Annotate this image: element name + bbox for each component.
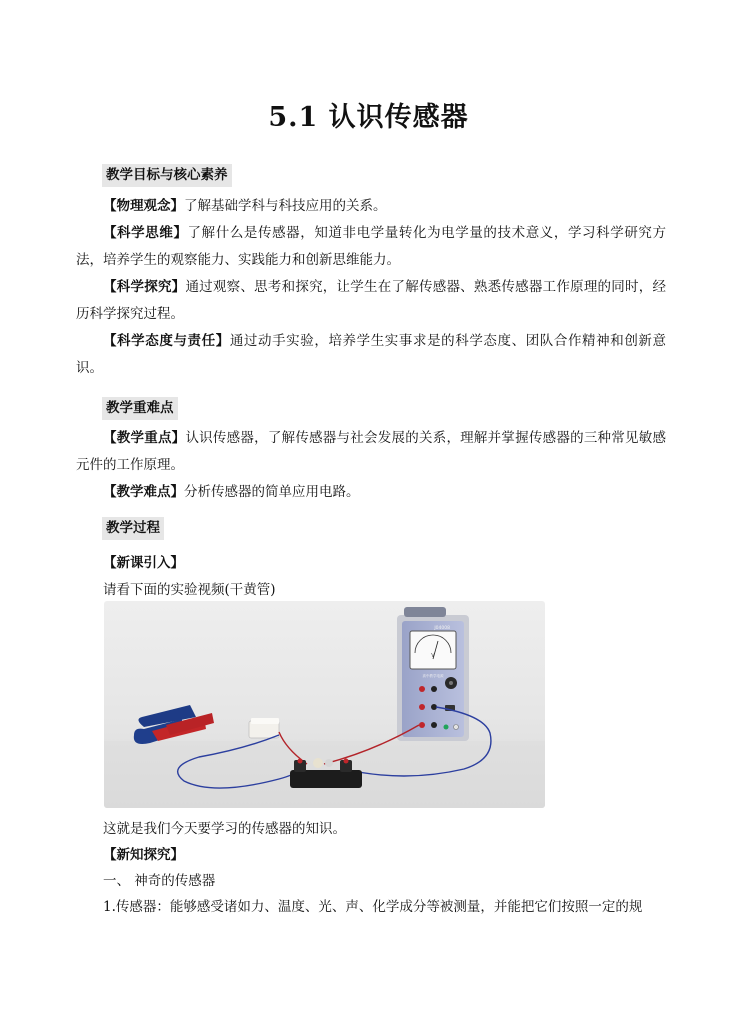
goal-text: 通过观察、思考和探究，让学生在了解传感器、熟悉传感器工作原理的同时，经历科学探究过程。 <box>76 279 667 322</box>
goal-text: 了解什么是传感器，知道非电学量转化为电学量的技术意义，学习科学研究方法，培养学生的观察能力、实践能力和创新思维能力。 <box>76 225 667 268</box>
goal-paragraph <box>76 220 666 274</box>
intro-label: 【新课引入】 <box>103 555 184 571</box>
goal-label: 【科学态度与责任】 <box>103 333 230 349</box>
experiment-scene <box>104 601 545 808</box>
definition-text: 1.传感器：能够感受诸如力、温度、光、声、化学成分等被测量，并能把它们按照一定的规 <box>103 899 643 915</box>
keypoint-paragraph <box>76 479 666 506</box>
section-heading-keypoints: 教学重难点 <box>102 397 178 420</box>
keypoint-label: 【教学重点】 <box>103 430 186 446</box>
figure-caption: 这就是我们今天要学习的传感器的知识。 <box>103 821 346 837</box>
goal-paragraph <box>76 274 666 328</box>
keypoint-label: 【教学难点】 <box>103 484 184 500</box>
keypoint-text: 分析传感器的简单应用电路。 <box>184 484 360 500</box>
goal-text: 了解基础学科与科技应用的关系。 <box>184 198 387 214</box>
meter-unit: V <box>431 653 435 659</box>
bulb-holder <box>290 758 362 788</box>
goal-label: 【科学思维】 <box>103 225 188 241</box>
keypoint-text: 认识传感器，了解传感器与社会发展的关系，理解并掌握传感器的三种常见敏感元件的工作原理。 <box>76 430 667 473</box>
device-name: 高中教学电源 <box>422 674 444 678</box>
goal-paragraph <box>76 193 666 220</box>
page-title: 5.1 认识传感器 <box>268 102 469 133</box>
goal-paragraph <box>76 328 666 382</box>
experiment-video-image[interactable] <box>104 601 545 808</box>
reed-switch-box <box>249 718 279 738</box>
section-heading-process: 教学过程 <box>102 517 164 540</box>
intro-text: 请看下面的实验视频(干黄管) <box>103 582 276 598</box>
goal-label: 【科学探究】 <box>103 279 186 295</box>
keypoint-paragraph <box>76 425 666 479</box>
goal-label: 【物理观念】 <box>103 198 184 214</box>
power-supply <box>397 607 469 741</box>
section-heading-goals: 教学目标与核心素养 <box>102 164 232 187</box>
subsection-heading: 一、 神奇的传感器 <box>103 873 216 889</box>
explore-label: 【新知探究】 <box>103 847 184 863</box>
goal-text: 通过动手实验，培养学生实事求是的科学态度、团队合作精神和创新意识。 <box>76 333 667 376</box>
device-model: J04008 <box>434 626 450 631</box>
